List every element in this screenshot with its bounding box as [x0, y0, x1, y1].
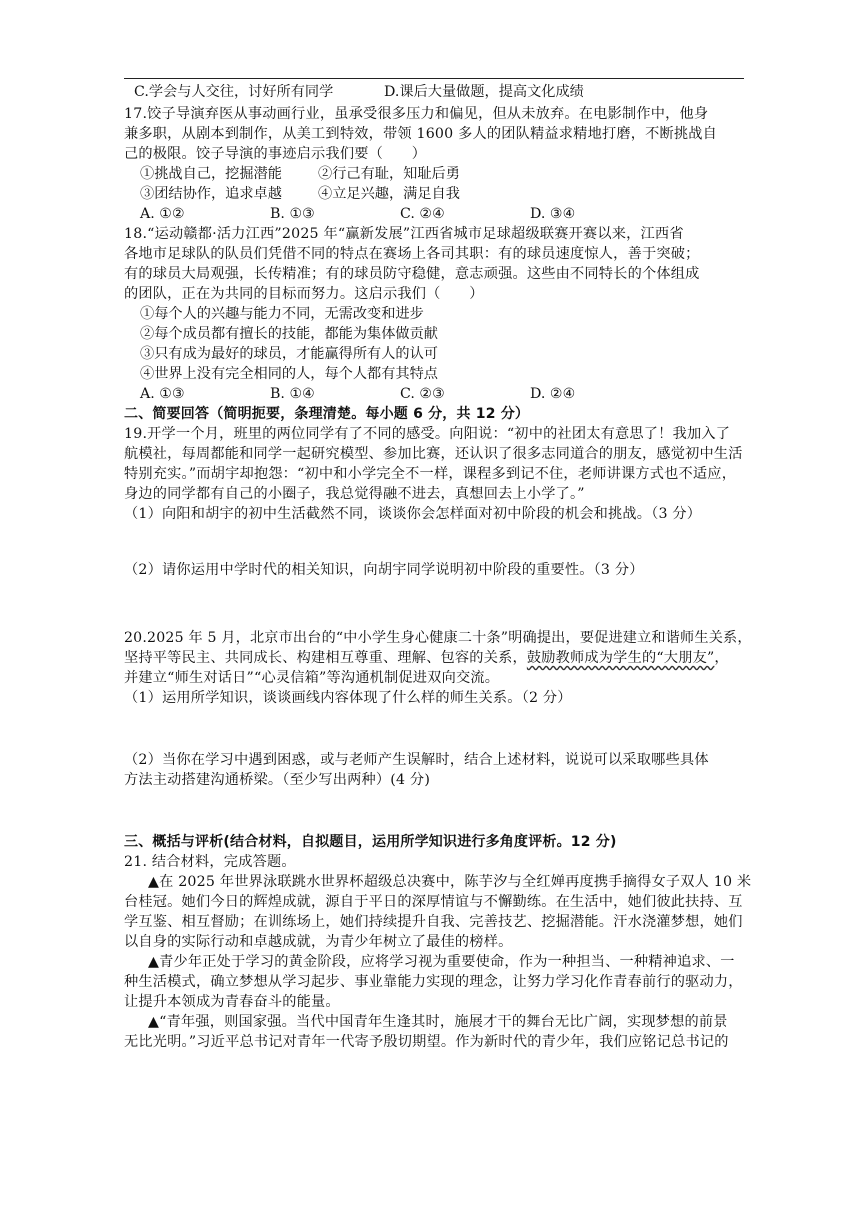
q18-choice-a: A. ①③ — [140, 386, 185, 402]
q18-choice-b: B. ①④ — [270, 386, 315, 402]
q19-sub-1: （1）向阳和胡宇的初中生活截然不同，谈谈你会怎样面对初中阶段的机会和挑战。（3 分） — [124, 506, 702, 522]
q17-statement-2: ②行己有耻，知耻后勇 — [318, 166, 460, 182]
q17-choice-b: B. ①③ — [270, 206, 315, 222]
q17-choice-c: C. ②④ — [400, 206, 445, 222]
q18-statement-3: ③只有成为最好的球员，才能赢得所有人的认可 — [140, 346, 438, 362]
q21-para1-line-1: ▲在 2025 年世界泳联跳水世界杯超级总决赛中，陈芋汐与全红婵再度携手摘得女子双人 10 米 — [148, 874, 752, 890]
q20-line-2-post: ， — [714, 650, 729, 666]
q18-choice-d: D. ②④ — [530, 386, 576, 402]
q18-statement-4: ④世界上没有完全相同的人，每个人都有其特点 — [140, 366, 438, 382]
q18-choice-c: C. ②③ — [400, 386, 445, 402]
q19-line-3: 特别充实。”而胡宇却抱怨：“初中和小学完全不一样，课程多到记不住，老师讲课方式也不适应， — [124, 466, 737, 482]
q17-line-2: 兼多职，从剧本到制作，从美工到特效，带领 1600 多人的团队精益求精地打磨，不断挑战自 — [124, 126, 718, 142]
q17-choice-d: D. ③④ — [530, 206, 576, 222]
section-3-heading: 三、概括与评析(结合材料，自拟题目，运用所学知识进行多角度评析。12 分) — [124, 834, 617, 850]
q17-line-3: 己的极限。饺子导演的事迹启示我们要（ ） — [124, 146, 427, 162]
q21-para1-line-2: 台桂冠。她们今日的辉煌成就，源自于平日的深厚情谊与不懈勤练。在生活中，她们彼此扶持、互 — [124, 894, 743, 910]
q20-sub-2-line-2: 方法主动搭建沟通桥梁。（至少写出两种）(4 分) — [124, 772, 431, 788]
q17-statement-4: ④立足兴趣，满足自我 — [318, 186, 460, 202]
q20-line-3: 并建立“师生对话日”“心灵信箱”等沟通机制促进双向交流。 — [124, 670, 500, 686]
q20-line-2 — [124, 648, 729, 668]
q21-para3-line-1: ▲“青年强，则国家强。当代中国青年生逢其时，施展才干的舞台无比广阔，实现梦想的前景 — [148, 1014, 728, 1030]
q21-intro: 21. 结合材料，完成答题。 — [124, 854, 296, 870]
q18-line-4: 的团队，正在为共同的目标而努力。这启示我们（ ） — [124, 286, 484, 302]
q18-statement-1: ①每个人的兴趣与能力不同，无需改变和进步 — [140, 306, 424, 322]
q21-para2-line-3: 让提升本领成为青春奋斗的能量。 — [124, 994, 340, 1010]
q21-para1-line-3: 学互鉴、相互督励；在训练场上，她们持续提升自我、完善技艺、挖掘潜能。汗水浇灌梦想，她们 — [124, 914, 743, 930]
q17-statement-3: ③团结协作，追求卓越 — [140, 186, 282, 202]
q19-line-1: 19.开学一个月，班里的两位同学有了不同的感受。向阳说：“初中的社团太有意思了！我加入了 — [124, 426, 731, 442]
q20-underlined-text: 鼓励教师成为学生的“大朋友” — [526, 650, 715, 666]
q17-statement-1: ①挑战自己，挖掘潜能 — [140, 166, 282, 182]
q21-para3-line-2: 无比光明。”习近平总书记对青年一代寄予殷切期望。作为新时代的青少年，我们应铭记总书记的 — [124, 1034, 729, 1050]
header-rule — [124, 78, 744, 79]
q20-line-1: 20.2025 年 5 月，北京市出台的“中小学生身心健康二十条”明确提出，要促进建立和谐师生关系， — [124, 630, 752, 646]
q21-para2-line-2: 种生活模式，确立梦想从学习起步、事业靠能力实现的理念，让努力学习化作青春前行的驱动力， — [124, 974, 743, 990]
q18-line-3: 有的球员大局观强，长传精准；有的球员防守稳健，意志顽强。这些由不同特长的个体组成 — [124, 266, 700, 282]
q17-choice-a: A. ①② — [140, 206, 185, 222]
q21-para1-line-4: 以自身的实际行动和卓越成就，为青少年树立了最佳的榜样。 — [124, 934, 513, 950]
q18-line-2: 各地市足球队的队员们凭借不同的特点在赛场上各司其职：有的球员速度惊人，善于突破； — [124, 246, 700, 262]
q20-sub-2-line-1: （2）当你在学习中遇到困惑，或与老师产生误解时，结合上述材料，说说可以采取哪些具体 — [124, 752, 709, 768]
q19-line-2: 航模社，每周都能和同学一起研究模型、参加比赛，还认识了很多志同道合的朋友，感觉初中生活 — [124, 446, 743, 462]
q20-line-2-pre: 坚持平等民主、共同成长、构建相互尊重、理解、包容的关系， — [124, 650, 527, 666]
q16-option-d: D.课后大量做题，提高文化成绩 — [384, 84, 584, 100]
q21-para2-line-1: ▲青少年正处于学习的黄金阶段，应将学习视为重要使命，作为一种担当、一种精神追求、一 — [148, 954, 735, 970]
q19-sub-2: （2）请你运用中学时代的相关知识，向胡宇同学说明初中阶段的重要性。（3 分） — [124, 562, 644, 578]
section-2-heading: 二、简要回答（简明扼要，条理清楚。每小题 6 分，共 12 分） — [124, 406, 530, 422]
q17-line-1: 17.饺子导演弃医从事动画行业，虽承受很多压力和偏见，但从未放弃。在电影制作中，他身 — [124, 106, 709, 122]
q18-statement-2: ②每个成员都有擅长的技能，都能为集体做贡献 — [140, 326, 438, 342]
q19-line-4: 身边的同学都有自己的小圈子，我总觉得融不进去，真想回去上小学了。” — [124, 486, 585, 502]
q18-line-1: 18.“运动赣都·活力江西”2025 年“赢新发展”江西省城市足球超级联赛开赛以来，江西省 — [124, 226, 684, 242]
q16-option-c: C.学会与人交往，讨好所有同学 — [134, 84, 334, 100]
q20-sub-1: （1）运用所学知识，谈谈画线内容体现了什么样的师生关系。（2 分） — [124, 690, 572, 706]
